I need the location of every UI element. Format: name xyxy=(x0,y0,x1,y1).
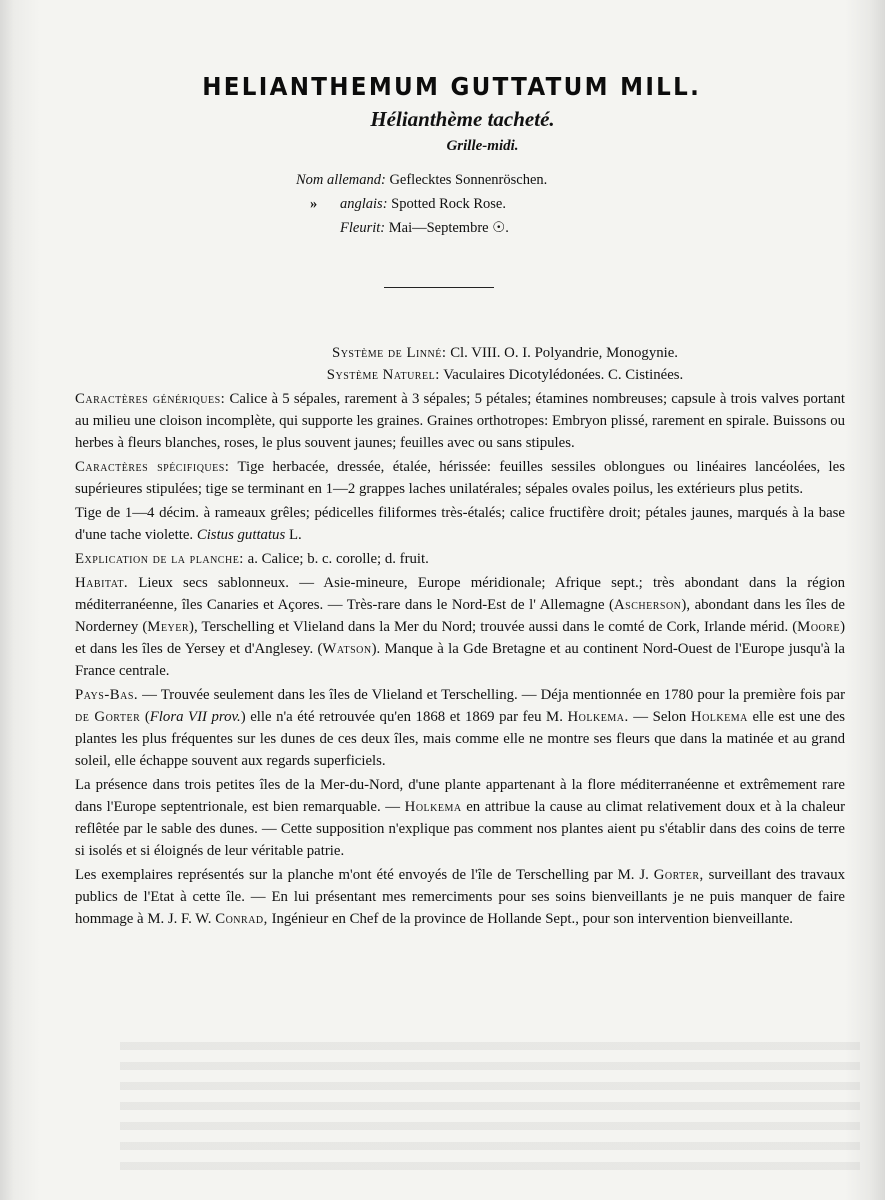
english-name-row xyxy=(296,192,547,216)
flora-reference: Flora VII prov. xyxy=(149,709,241,725)
german-label: Nom allemand: xyxy=(296,172,386,188)
author-watson: Watson xyxy=(322,641,372,657)
synonym: Cistus guttatus xyxy=(196,527,286,543)
paysbas-text-3: — Selon xyxy=(633,709,687,725)
author-meyer: Meyer xyxy=(147,619,190,635)
description-body xyxy=(75,342,845,930)
paysbas-paragraph: Pays-Bas. — Trouvée seulement dans les îles de Vlieland et Terschelling. — Déja mentionnée en 1780 pour la première fois par de Gorter (Flora VII prov.) elle n'a été retrouvée qu'en 1868 et 1869 par feu M. Holkema. — Selon Holkema elle est une des plantes les plus fréquentes sur les dunes de ces deux îles, mais comme elle ne montre ses fleurs que dans la matinée et au grand soleil, elle échappe souvent aux regards superficiels. xyxy=(75,687,846,769)
common-name: Grille-midi. xyxy=(446,138,519,154)
stem-description xyxy=(75,502,845,546)
author-conrad: Conrad, xyxy=(215,911,268,927)
plate-explanation xyxy=(75,548,845,570)
habitat-text-2: ), abondant dans les îles de Norderney ( xyxy=(75,597,846,635)
author-ascherson: Ascherson xyxy=(613,597,682,613)
habitat-label: Habitat. xyxy=(75,575,129,591)
linne-value: Cl. VIII. O. I. Polyandrie, Monogynie. xyxy=(450,345,679,361)
author-de-gorter: de Gorter xyxy=(75,709,141,725)
author-holkema-2: Holkema xyxy=(690,709,748,725)
naturel-value: Vaculaires Dicotylédonées. C. Cistinées. xyxy=(443,367,684,383)
author-moore: Moore xyxy=(797,619,841,635)
title-block xyxy=(0,72,885,155)
paysbas-text-4: elle est une des plantes les plus fréquentes sur les dunes de ces deux îles, mais comme elle ne montre ses fleurs que dans la matinée et au grand soleil, elle échappe souvent aux regards superficiels. xyxy=(75,709,846,769)
presence-paragraph xyxy=(75,774,845,862)
specific-text: Tige herbacée, dressée, étalée, hérissée: feuilles sessiles oblongues ou linéaires lancéolées, les supérieures stipulées; tige se terminant en 1—2 grappes laches unilatérales; sépales ovales poilus, les extérieurs plus petits. xyxy=(75,459,845,497)
exemplaires-paragraph xyxy=(75,864,845,930)
habitat-paragraph xyxy=(75,572,845,682)
exemplaires-text-2: surveillant des travaux publics de l'Etat à cette île. — En lui présentant mes remerciments pour ses soins bienveillants je ne puis manquer de faire hommage à M. J. F. W. xyxy=(75,867,846,927)
explanation-text: a. Calice; b. c. corolle; d. fruit. xyxy=(247,551,429,567)
ditto-mark: » xyxy=(310,196,318,212)
natural-system xyxy=(75,364,845,386)
linne-label: Système de Linné: xyxy=(331,345,447,361)
english-label: anglais: xyxy=(340,196,388,212)
generic-text: Calice à 5 sépales, rarement à 3 sépales; 5 pétales; étamines nombreuses; capsule à trois valves portant au milieu une cloison incomplète, qui supporte les graines. Graines orthotropes: Embryon plissé, rarement en spirale. Buissons ou herbes à fleurs blanches, roses, le plus souvent jaunes; feuilles avec ou sans stipules. xyxy=(75,391,846,451)
habitat-text-1: Lieux secs sablonneux. — Asie-mineure, Europe méridionale; Afrique sept.; très abondant dans la région méditerranéenne, îles Canaries et Açores. — Très-rare dans le Nord-Est de l' Allemagne ( xyxy=(75,575,845,613)
french-name: Hélianthème tacheté. xyxy=(370,107,555,131)
english-value: Spotted Rock Rose. xyxy=(391,196,506,212)
specific-label: Caractères spécifiques: xyxy=(75,459,230,475)
paysbas-text-1: — Trouvée seulement dans les îles de Vlieland et Terschelling. — Déja mentionnée en 1780 pour la première fois par xyxy=(142,687,846,703)
author-j-gorter: Gorter, xyxy=(653,867,704,883)
exemplaires-text-3: Ingénieur en Chef de la province de Hollande Sept., pour son intervention bienveillante. xyxy=(271,911,793,927)
author-holkema: Holkema. xyxy=(567,709,629,725)
naturel-label: Système Naturel: xyxy=(326,367,440,383)
vernacular-names xyxy=(296,168,547,240)
flowering-value: Mai—Septembre ☉. xyxy=(388,220,509,236)
explanation-label: Explication de la planche: xyxy=(75,551,244,567)
exemplaires-text-1: Les exemplaires représentés sur la planche m'ont été envoyés de l'île de Terschelling par M. J. xyxy=(75,867,649,883)
linne-system xyxy=(75,342,845,364)
synonym-author: L. xyxy=(288,527,302,543)
flowering-row xyxy=(296,216,547,240)
generic-label: Caractères génériques: xyxy=(75,391,226,407)
species-title: HELIANTHEMUM GUTTATUM MILL. xyxy=(202,72,702,101)
author-holkema-3: Holkema xyxy=(404,799,462,815)
flowering-label: Fleurit: xyxy=(340,220,386,236)
presence-text-1: La présence dans trois petites îles de la Mer-du-Nord, d'une plante appartenant à la flore méditerranéenne et extrêmement rare dans l'Europe septentrionale, est bien remarquable. — xyxy=(75,777,845,815)
paysbas-label: Pays-Bas. xyxy=(75,687,139,703)
german-value: Geflecktes Sonnenröschen. xyxy=(389,172,548,188)
presence-text-2: en attribue la cause au climat relativement doux et à la chaleur reflêtée par le sable des dunes. — Cette supposition n'explique pas comment nos plantes aient pu s'établir dans des coins de terre si isolés et si éloignés de leur véritable patrie. xyxy=(75,799,846,859)
habitat-text-4: ) et dans les îles de Yersey et d'Anglesey. ( xyxy=(75,619,845,657)
divider-rule xyxy=(384,287,494,288)
habitat-text-3: ), Terschelling et Vlieland dans la Mer du Nord; trouvée aussi dans le comté de Cork, Irlande mérid. ( xyxy=(189,619,798,635)
specific-characters xyxy=(75,456,845,500)
generic-characters xyxy=(75,388,845,454)
german-name-row xyxy=(296,168,547,192)
paysbas-text-2: elle n'a été retrouvée qu'en 1868 et 1869 par feu M. xyxy=(250,709,563,725)
show-through-texture xyxy=(120,1030,860,1180)
stem-text: Tige de 1—4 décim. à rameaux grêles; pédicelles filiformes très-étalés; calice fructifère droit; pétales jaunes, marqués à la base d'une tache violette. xyxy=(75,505,845,543)
habitat-text-5: ). Manque à la Gde Bretagne et au continent Nord-Ouest de l'Europe jusqu'à la France centrale. xyxy=(75,641,845,679)
